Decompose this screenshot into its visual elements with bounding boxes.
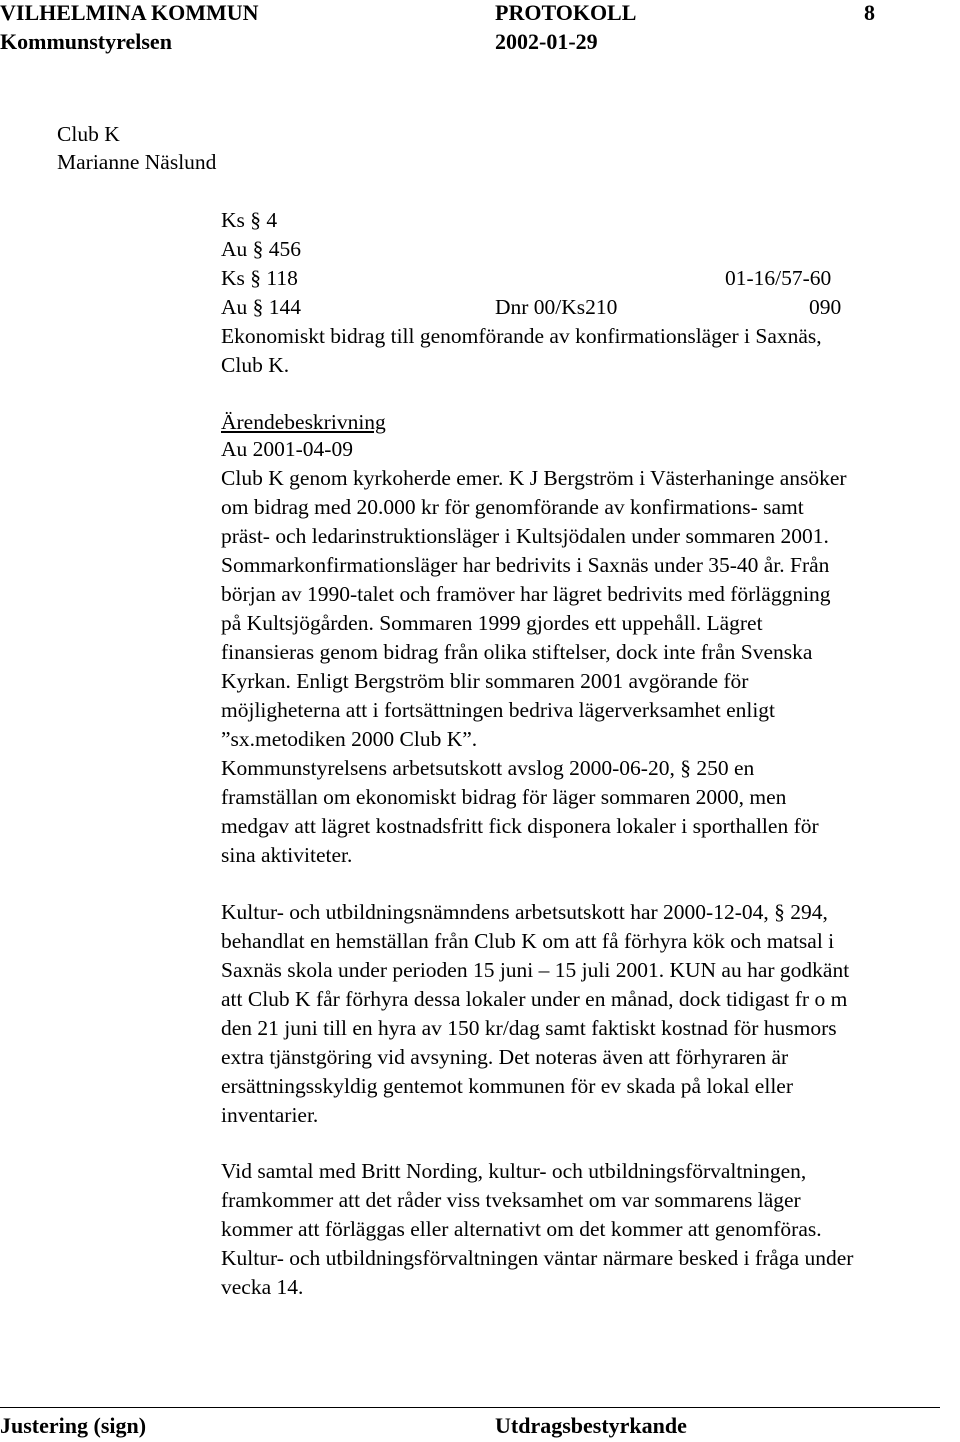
text-line: Vid samtal med Britt Nording, kultur- och utbildningsförvaltningen, — [221, 1159, 807, 1183]
text-line: Saxnäs skola under perioden 15 juni – 15 juli 2001. KUN au har godkänt — [221, 958, 850, 982]
text-line: Au 2001-04-09 — [221, 437, 353, 461]
text-line: medgav att lägret kostnadsfritt fick disponera lokaler i sporthallen för — [221, 814, 819, 838]
reference-ks-118: Ks § 118 — [221, 266, 298, 290]
text-line: ersättningsskyldig gentemot kommunen för ev skada på lokal eller — [221, 1074, 793, 1098]
paragraph-case-description — [221, 435, 960, 870]
footer-justification: Justering (sign) — [0, 1413, 147, 1438]
text-line: Kultur- och utbildningsförvaltningen väntar närmare besked i fråga under — [221, 1246, 854, 1270]
text-line: sina aktiviteter. — [221, 843, 353, 867]
text-line: framställan om ekonomiskt bidrag för läger sommaren 2000, men — [221, 785, 787, 809]
diary-number: Dnr 00/Ks210 — [495, 295, 618, 319]
reference-code: 01-16/57-60 — [725, 266, 832, 290]
text-line: början av 1990-talet och framöver har lägret bedrivits med förläggning — [221, 582, 831, 606]
text-line: att Club K får förhyra dessa lokaler under en månad, dock tidigast fr o m — [221, 987, 848, 1011]
reference-au-144: Au § 144 — [221, 295, 302, 319]
text-line: extra tjänstgöring vid avsyning. Det noteras även att förhyraren är — [221, 1045, 789, 1069]
text-line: präst- och ledarinstruktionsläger i Kultsjödalen under sommaren 2001. — [221, 524, 829, 548]
meeting-date: 2002-01-29 — [495, 29, 598, 54]
paragraph-consultation — [221, 1157, 960, 1302]
reference-au-456: Au § 456 — [221, 237, 302, 261]
text-line: ”sx.metodiken 2000 Club K”. — [221, 727, 478, 751]
text-line: Sommarkonfirmationsläger har bedrivits i Saxnäs under 35-40 år. Från — [221, 553, 830, 577]
section-heading: Ärendebeskrivning — [221, 410, 386, 434]
text-line: kommer att förläggas eller alternativt om det kommer att genomföras. — [221, 1217, 822, 1241]
text-line: möjligheterna att i fortsättningen bedriva lägerverksamhet enligt — [221, 698, 776, 722]
document-type: PROTOKOLL — [495, 0, 637, 25]
reference-ks-4: Ks § 4 — [221, 208, 278, 232]
text-line: finansieras genom bidrag från olika stiftelser, dock inte från Svenska — [221, 640, 813, 664]
text-line: på Kultsjögården. Sommaren 1999 gjordes ett uppehåll. Lägret — [221, 611, 763, 635]
footer-rule — [0, 1407, 940, 1408]
municipality-name: VILHELMINA KOMMUN — [0, 0, 259, 25]
distribution-recipient: Club K — [57, 122, 120, 146]
committee-name: Kommunstyrelsen — [0, 29, 172, 54]
text-line: vecka 14. — [221, 1275, 304, 1299]
text-line: om bidrag med 20.000 kr för genomförande av konfirmations- samt — [221, 495, 804, 519]
footer-extract-certification: Utdragsbestyrkande — [495, 1413, 687, 1438]
text-line: Club K genom kyrkoherde emer. K J Bergström i Västerhaninge ansöker — [221, 466, 847, 490]
text-line: Kommunstyrelsens arbetsutskott avslog 2000-06-20, § 250 en — [221, 756, 755, 780]
text-line: den 21 juni till en hyra av 150 kr/dag samt faktiskt kostnad för husmors — [221, 1016, 837, 1040]
text-line: Kultur- och utbildningsnämndens arbetsutskott har 2000-12-04, § 294, — [221, 900, 828, 924]
subject-line: Club K. — [221, 353, 290, 377]
text-line: behandlat en hemställan från Club K om att få förhyra kök och matsal i — [221, 929, 835, 953]
subject-line: Ekonomiskt bidrag till genomförande av konfirmationsläger i Saxnäs, — [221, 324, 822, 348]
page-number: 8 — [864, 0, 875, 25]
distribution-recipient: Marianne Näslund — [57, 150, 217, 174]
text-line: inventarier. — [221, 1103, 319, 1127]
archive-code: 090 — [809, 295, 842, 319]
paragraph-kun-decision — [221, 898, 960, 1130]
text-line: framkommer att det råder viss tveksamhet om var sommarens läger — [221, 1188, 801, 1212]
text-line: Kyrkan. Enligt Bergström blir sommaren 2001 avgörande för — [221, 669, 749, 693]
